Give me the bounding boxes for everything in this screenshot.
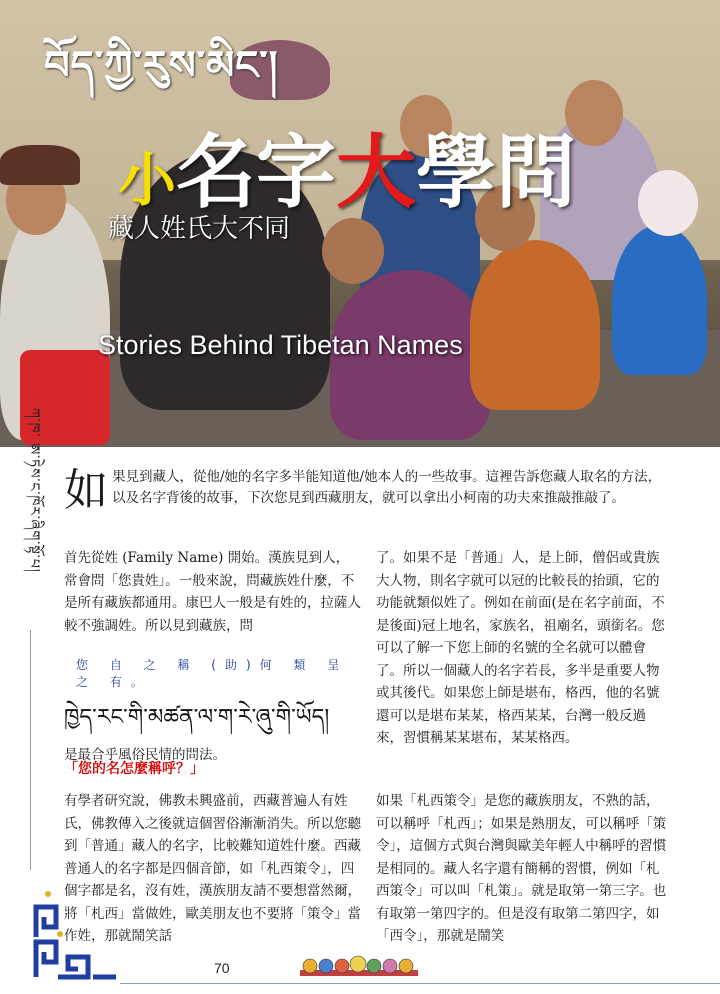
title-big-char: 大 — [336, 126, 417, 219]
column-1-top — [64, 547, 362, 637]
eight-auspicious-symbols-ornament — [300, 954, 418, 980]
title-part-2: 學問 — [416, 126, 577, 219]
english-title: Stories Behind Tibetan Names — [98, 330, 463, 360]
title-small-char: 小 — [118, 146, 177, 214]
intro-text: 果見到藏人，從他/她的名字多半能知道他/她本人的一些故事。這裡告訴您藏人取名的方法，以及名字背後的故事，下次您見到西藏朋友，就可以拿出小柯南的功夫來推敲推敲了。 — [112, 469, 662, 506]
photo-figure-child-mask — [612, 225, 707, 375]
column-2-top — [376, 547, 672, 750]
tibetan-title: བོད་ཀྱི་རུས་མིང་། — [44, 43, 279, 89]
gloss-meaning: 「您的名怎麼稱呼？」 — [64, 761, 204, 777]
photo-figure-mask — [638, 170, 698, 236]
col1-after-gloss: 是最合乎風俗民情的問法。 — [64, 747, 226, 763]
gloss-ruby: 您 自 之 稱 (助)何 類 呈 之 有。 — [76, 658, 349, 689]
drop-cap: 如 — [64, 465, 108, 516]
col1-paragraph-a: 首先從姓 (Family Name) 開始。漢族見到人，常會問「您貴姓」。一般來說，問藏族姓什麼，不是所有藏族都通用。康巴人一般是有姓的，拉薩人較不強調姓。所以見到藏族，問 — [64, 550, 361, 634]
gloss-tibetan: ཁྱེད་རང་གི་མཚན་ལ་ག་རེ་ཞུ་གི་ཡོད། — [64, 705, 330, 730]
col1-paragraph-b: 有學者研究說，佛教未興盛前，西藏普遍人有姓氏，佛教傳入之後就這個習俗漸漸消失。所以您聽到「普通」藏人的名字，比較難知道姓什麼。西藏普通人的名字都是四個音節，如「札西策令」，四個字都是名，沒有姓，漢族朋友請不要想當然爾，將「札西」當做姓，歐美朋友也不要將「策令」當作姓，那就鬧笑話 — [64, 793, 361, 944]
main-title — [118, 108, 576, 223]
column-2-bottom — [376, 790, 672, 948]
page-number: 70 — [214, 960, 230, 976]
tibetan-knot-ornament — [28, 882, 118, 982]
col2-paragraph-b: 如果「札西策令」是您的藏族朋友，不熟的話，可以稱呼「札西」；如果是熟朋友，可以稱呼「策令」，這個方式與台灣與歐美年輕人中稱呼的習慣是相同的。藏人名字還有簡稱的習慣，例如「札西策令」可以叫「札策」。就是取第一第三字。也有取第一第四字的。但是沒有取第二第四字，如「西令」，那就是鬧笑 — [376, 793, 667, 944]
intro-paragraph — [64, 465, 672, 516]
photo-figure-head-4 — [322, 218, 384, 284]
title-part-1: 名字 — [176, 126, 337, 219]
hero-photo — [0, 0, 720, 447]
side-divider-line — [30, 630, 31, 870]
footer-rule — [120, 983, 720, 984]
col2-paragraph-a: 了。如果不是「普通」人，是上師，僧侶或貴族大人物，則名字就可以冠的比較長的抬頭，它的功能就類似姓了。例如在前面(是在名字前面，不是後面)冠上地名，家族名，祖廟名，頭銜名。您可以了解一下您上師的名號的全名就可以體會了。所以一個藏人的名字若長，多半是重要人物或其後代。如果您上師是堪布，格西，他的名號還可以是堪布某某，格西某某，台灣一般反過來，習慣稱某某堪布，某某格西。 — [376, 550, 665, 746]
side-vertical-text: ཀ་ཁ་ ཨ་ཏེས་ང་ཁོར་ཞིག་སྟོ་པ། — [26, 408, 42, 573]
photo-figure-hat — [0, 145, 80, 185]
photo-figure-boy-striped — [470, 240, 600, 410]
subtitle: 藏人姓氏大不同 — [108, 214, 291, 244]
